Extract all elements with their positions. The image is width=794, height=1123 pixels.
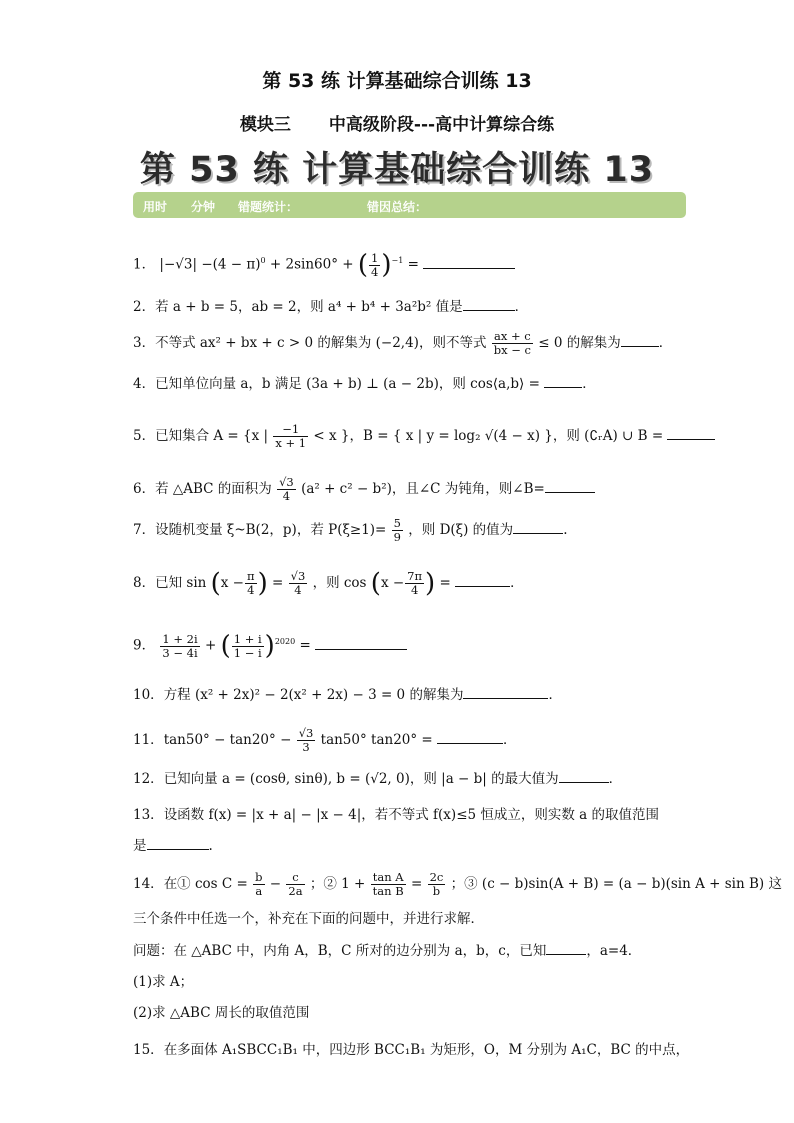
error-reason-label: 错因总结：: [367, 200, 428, 214]
question-14-part2: (2)求 △ABC 周长的取值范围: [133, 1005, 310, 1021]
question-14: 14．在① cos C = $\frac{b}{a}$ − $\frac{c}{2a}$ ；② 1 + $\frac{\text{tan A}}{\text{tan B}}$ = $\frac{2c}{b}$ ；③ (c − b)sin(A + B) = (a − b)(sin A + sin B) 这: [133, 870, 782, 898]
answer-blank[interactable]: [463, 296, 515, 311]
question-12: 12．已知向量 a = (cosθ, sinθ), b = (√2, 0)，则 |a − b| 的最大值为 ．: [133, 768, 622, 789]
answer-blank[interactable]: [667, 425, 715, 440]
question-14-part1: (1)求 A；: [133, 974, 194, 990]
question-13: 13．设函数 f(x) = |x + a| − |x − 4|，若不等式 f(x)≤5 恒成立，则实数 a 的取值范围: [133, 807, 660, 823]
answer-blank[interactable]: [621, 332, 659, 347]
question-8: 8．已知 sin (x − $\frac{\pi}{4}$ ) = $\frac{√3}{4}$ ，则 cos (x − $\frac{7\pi}{4}$ ) = ．: [133, 568, 524, 599]
answer-blank[interactable]: [545, 478, 595, 493]
answer-blank[interactable]: [455, 572, 510, 587]
answer-blank[interactable]: [147, 835, 209, 850]
answer-blank[interactable]: [513, 519, 563, 534]
stage-label: 中高级阶段---高中计算综合练: [328, 115, 555, 135]
question-3: 3．不等式 ax² + bx + c > 0 的解集为 (−2,4)，则不等式 $\frac{ax + c}{bx - c}$ ≤ 0 的解集为 ．: [133, 329, 673, 357]
question-10: 10．方程 (x² + 2x)² − 2(x² + 2x) − 3 = 0 的解集为 ．: [133, 684, 562, 705]
question-2: 2．若 a + b = 5，ab = 2，则 a⁴ + b⁴ + 3a²b² 值是 ．: [133, 296, 528, 317]
question-14-line2: 三个条件中任选一个，补充在下面的问题中，并进行求解．: [133, 911, 484, 927]
question-15: 15．在多面体 A₁SBCC₁B₁ 中，四边形 BCC₁B₁ 为矩形，O，M 分别为 A₁C，BC 的中点，: [133, 1042, 690, 1058]
answer-blank[interactable]: [544, 373, 582, 388]
question-6: 6．若 △ABC 的面积为 $\frac{√3}{4}$ (a² + c² − b²)，且∠C 为钝角，则∠B=: [133, 476, 595, 503]
question-9: 9． $\frac{1 + 2i}{3 - 4i}$ + ( $\frac{1 + i}{1 - i}$ )$^{2020}$ =: [133, 632, 407, 660]
answer-blank[interactable]: [437, 729, 503, 744]
module-label: 模块三: [239, 115, 291, 135]
minute-label: 分钟: [191, 200, 216, 214]
answer-blank[interactable]: [559, 768, 609, 783]
question-1: 1． $|-√3| -(4 - \pi)^0 + 2\sin 60^\circ$ + ( $\frac{1}{4}$ )$^{-1}$ =: [133, 251, 515, 279]
time-label: 用时: [143, 200, 168, 214]
answer-blank[interactable]: [546, 940, 586, 955]
question-14-line3: 问题：在 △ABC 中，内角 A，B，C 所对的边分别为 a，b，c，已知 ，a=4．: [133, 940, 641, 961]
answer-blank[interactable]: [315, 635, 407, 650]
question-13-line2: 是 .: [133, 835, 213, 856]
question-5: 5．已知集合 A = {x | $\frac{-1}{x + 1}$ < x }，B = { x | y = log₂ √(4 − x) }，则 (∁ᵣA) ∪ B =: [133, 423, 715, 450]
question-7: 7．设随机变量 ξ~B(2，p)，若 P(ξ≥1)= $\frac{5}{9}$ ，则 D(ξ) 的值为 .: [133, 516, 568, 544]
answer-blank[interactable]: [423, 254, 515, 269]
error-count-label: 错题统计：: [238, 200, 299, 214]
module-subtitle: [0, 110, 794, 135]
question-11: 11．tan50° − tan20° − $\frac{√3}{3}$ tan50° tan20° = ．: [133, 726, 517, 754]
question-4: 4．已知单位向量 a，b 满足 (3a + b) ⊥ (a − 2b)，则 cos⟨a,b⟩ = ．: [133, 373, 596, 394]
page-title: 第 53 练 计算基础综合训练 13: [262, 70, 532, 92]
stats-bar: [133, 192, 686, 218]
answer-blank[interactable]: [463, 684, 548, 699]
banner-title: 第 53 练 计算基础综合训练 13: [139, 150, 655, 190]
